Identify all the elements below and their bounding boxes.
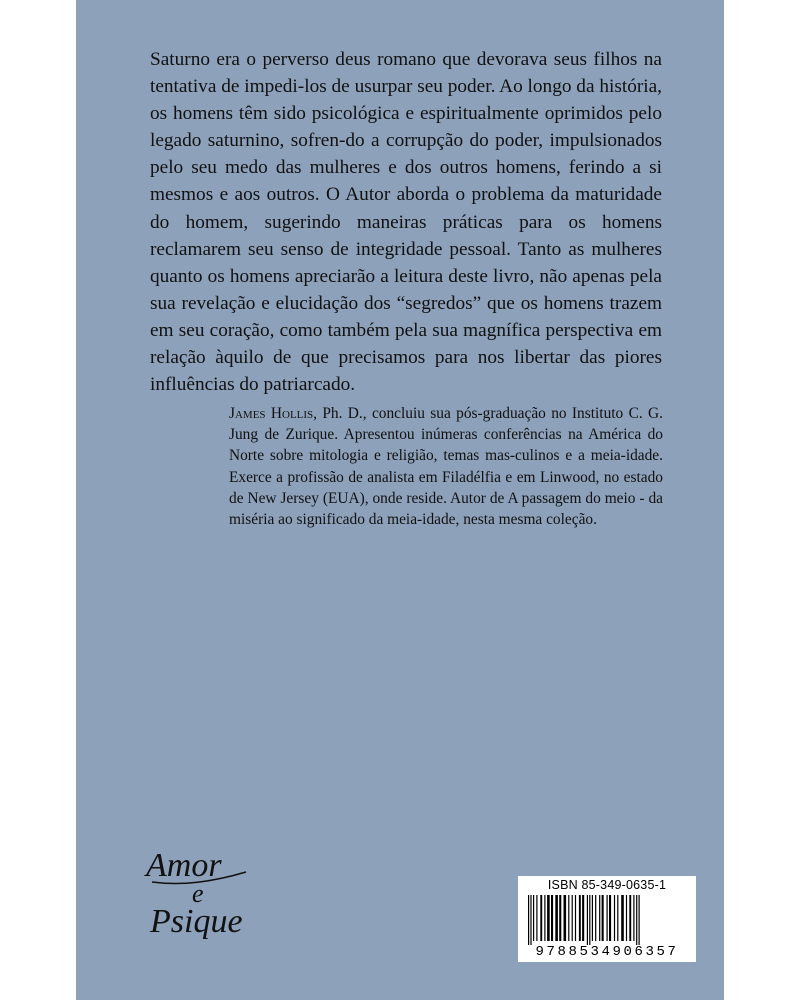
barcode-bar xyxy=(540,895,542,941)
author-bio xyxy=(229,403,663,530)
publisher-logo xyxy=(142,842,262,942)
logo-line-2: e xyxy=(192,879,204,908)
barcode-bar xyxy=(589,895,590,945)
barcode-bar xyxy=(629,895,631,941)
barcode-bar xyxy=(551,895,553,941)
barcode-bar xyxy=(547,895,550,941)
synopsis-text: Saturno era o perverso deus romano que devorava seus filhos na tentativa de impedi-los de usurpar seu poder. Ao longo da história, os homens têm sido psicológica e espiritualmente oprimidos pelo legado saturnino, sofren-do a corrupção do poder, impulsionados pelo seu medo das mulheres e dos outros homens, ferindo a si mesmos e aos outros. O Autor aborda o problema da maturidade do homem, sugerindo maneiras práticas para os homens reclamarem seu senso de integridade pessoal. Tanto as mulheres quanto os homens apreciarão a leitura deste livro, não apenas pela sua revelação e elucidação dos “segredos” que os homens trazem em seu coração, como também pela sua magnífica perspectiva em relação àquilo de que precisamos para nos libertar das piores influências do patriarcado. xyxy=(150,49,662,396)
barcode-bar xyxy=(533,895,534,941)
barcode-bar xyxy=(579,895,581,941)
back-cover xyxy=(76,0,724,1000)
barcode-bar xyxy=(614,895,615,941)
barcode-bar xyxy=(575,895,576,941)
barcode-bar xyxy=(555,895,558,941)
barcode-bar xyxy=(599,895,600,941)
barcode-bar xyxy=(636,895,637,945)
barcode-bar xyxy=(572,895,573,941)
barcode-bar xyxy=(592,895,593,941)
barcode-bar xyxy=(559,895,561,941)
logo-line-3: Psique xyxy=(150,903,243,940)
author-bio-text: , Ph. D., concluiu sua pós-graduação no Instituto C. G. Jung de Zurique. Apresentou inúmeras conferências na América do Norte sobre mitologia e religião, temas mas-culinos e a meia-idade. Exerce a profissão de analista em Filadélfia e em Linwood, no estado de New Jersey (EUA), onde reside. Autor de A passagem do meio - da miséria ao significado da meia-idade, nesta mesma coleção. xyxy=(229,405,663,529)
barcode-bar xyxy=(609,895,611,941)
barcode-bar xyxy=(544,895,545,941)
barcode-bar xyxy=(602,895,604,941)
barcode-bar xyxy=(564,895,567,941)
barcode-bar xyxy=(528,895,529,945)
barcode-panel xyxy=(518,876,696,962)
barcode-icon xyxy=(526,895,688,945)
barcode-bar xyxy=(607,895,608,941)
barcode-bar xyxy=(639,895,640,945)
barcode-digits: 9788534906357 xyxy=(535,944,679,960)
isbn-label: ISBN 85-349-0635-1 xyxy=(547,878,667,892)
barcode-bar xyxy=(536,895,537,941)
barcode-bar xyxy=(633,895,634,941)
barcode-bar xyxy=(626,895,627,941)
author-name: James Hollis xyxy=(229,405,314,422)
barcode-bar xyxy=(568,895,569,941)
barcode-bar xyxy=(621,895,624,941)
barcode-bar xyxy=(617,895,618,941)
barcode-bar xyxy=(587,895,588,945)
barcode-bar xyxy=(595,895,596,941)
amor-e-psique-logo-icon xyxy=(142,842,262,942)
barcode-bar xyxy=(530,895,531,945)
barcode-bar xyxy=(582,895,584,941)
logo-line-1: Amor xyxy=(146,847,222,884)
